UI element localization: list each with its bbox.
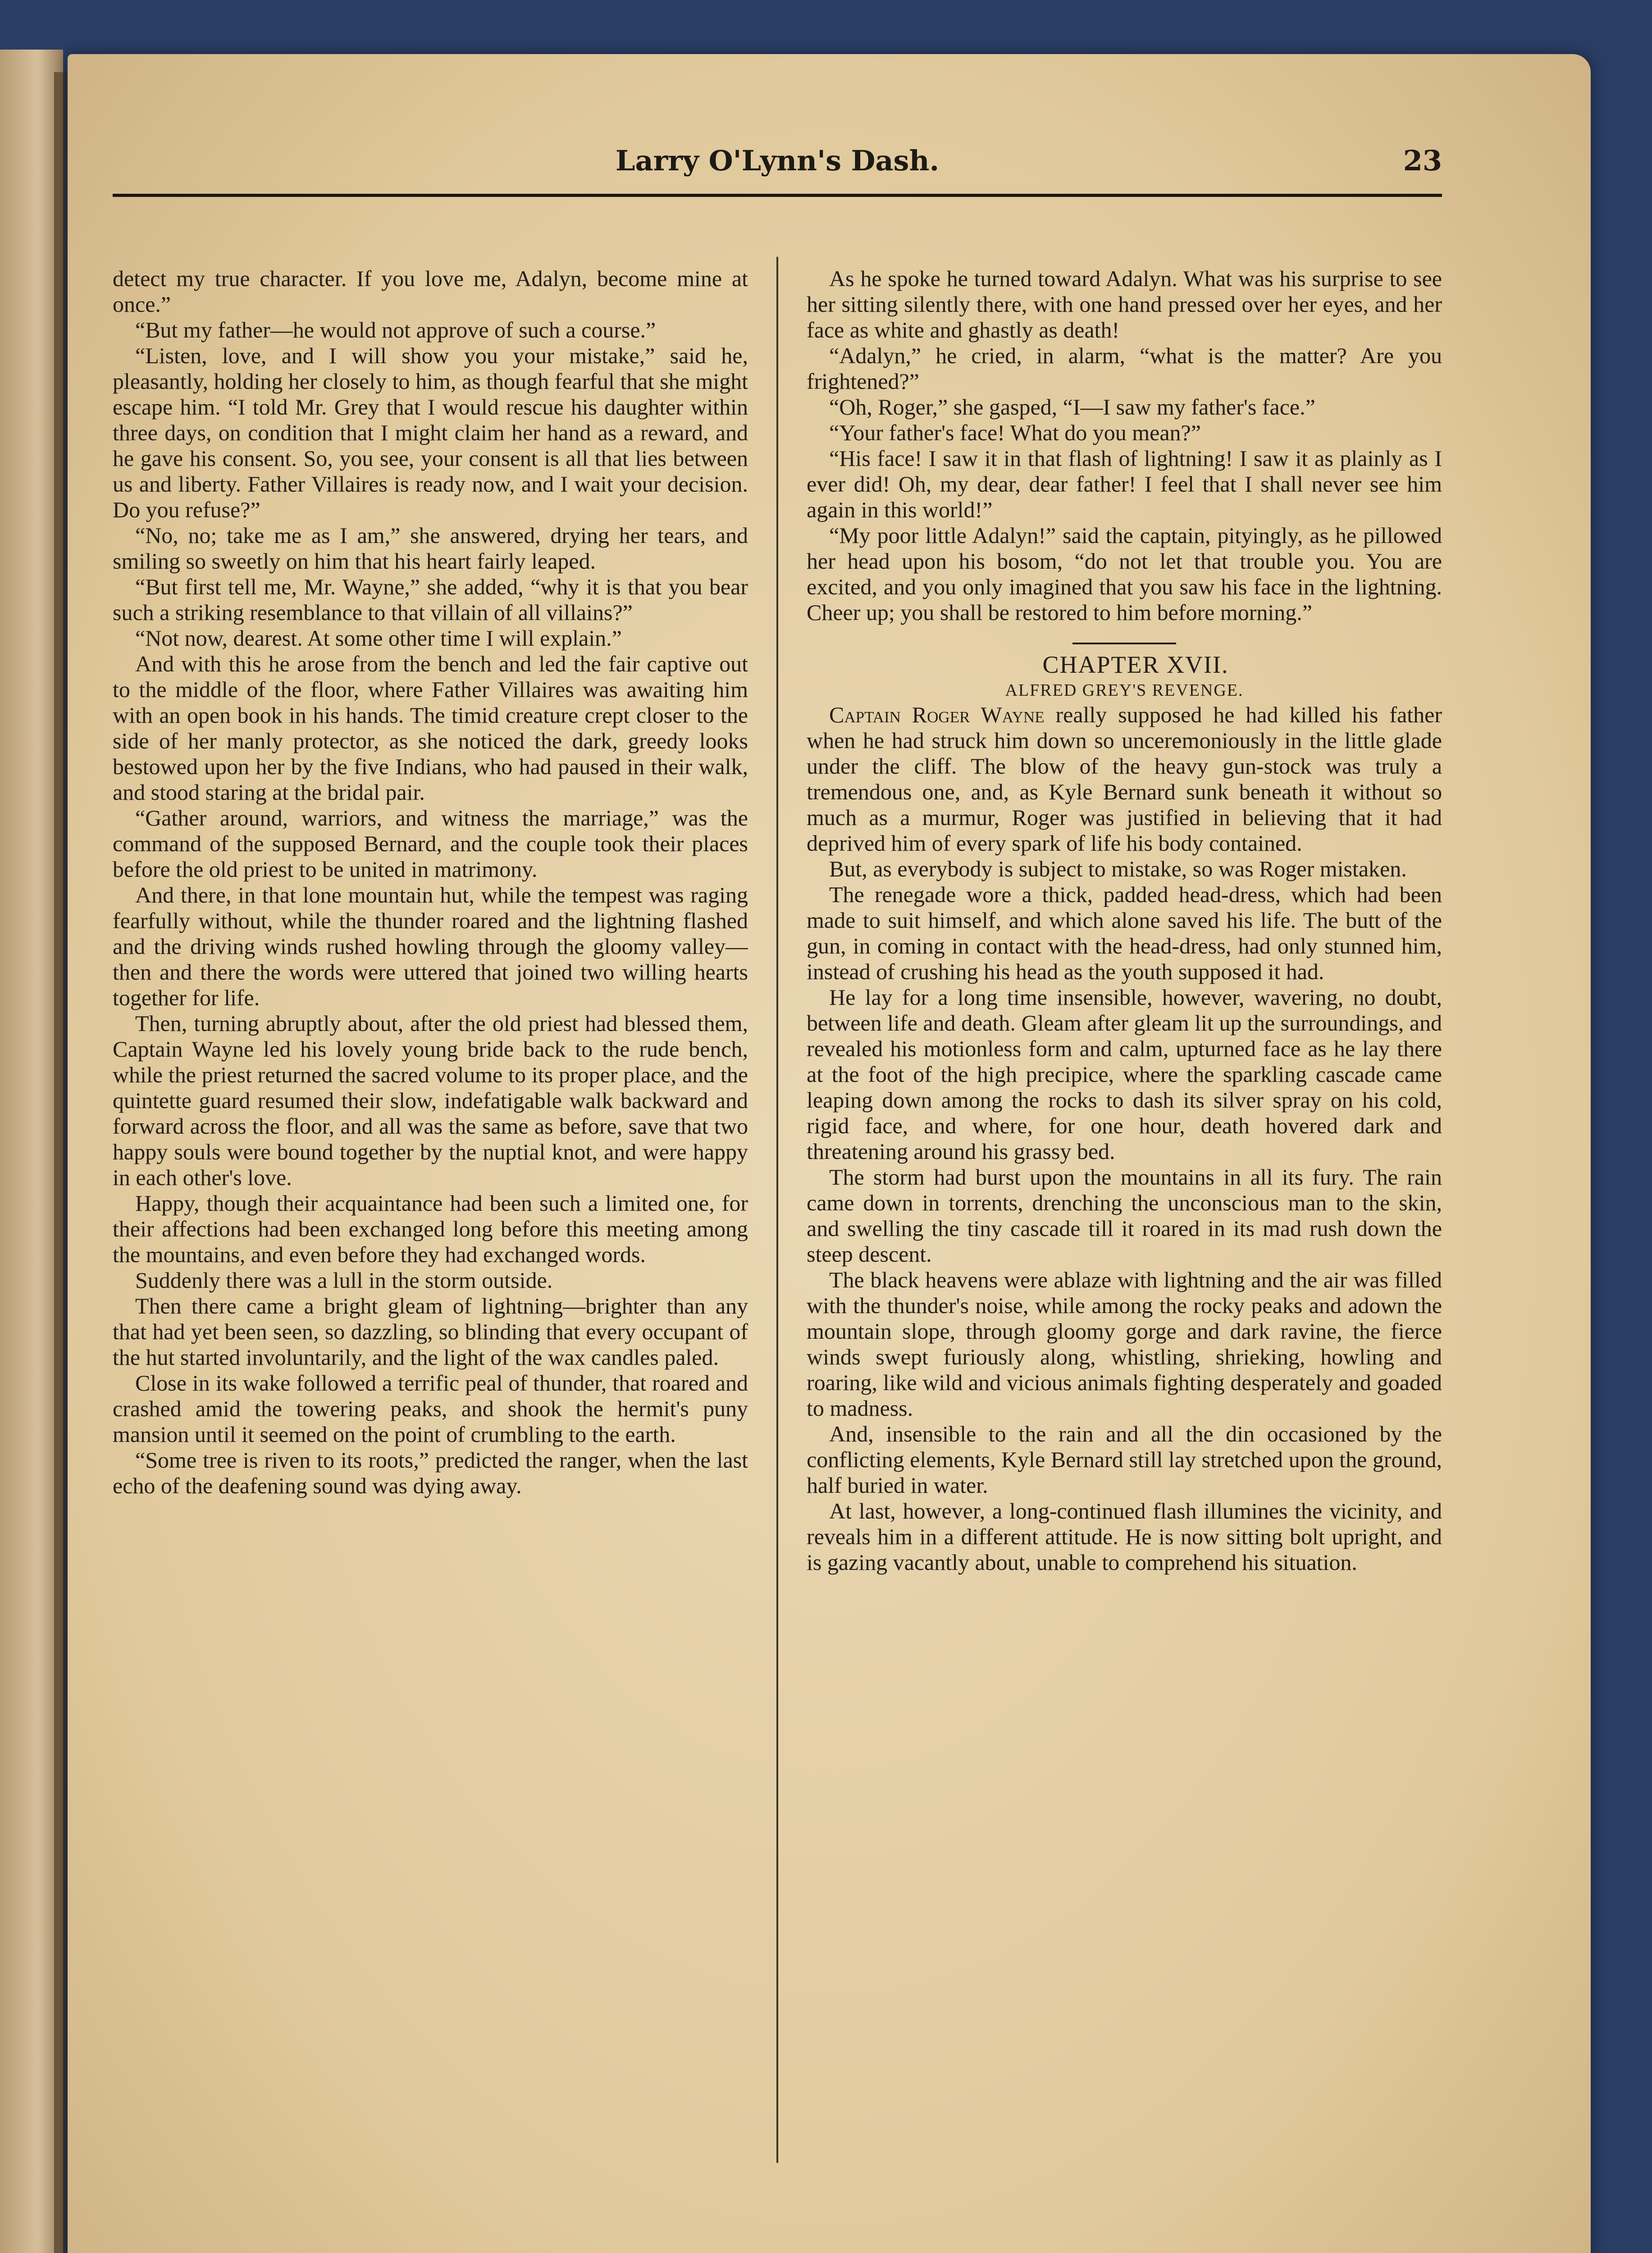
page-number: 23 <box>1403 144 1442 177</box>
paragraph: detect my true character. If you love me, Adalyn, become mine at once.” <box>113 266 748 317</box>
paragraph: Close in its wake followed a terrific peal of thunder, that roared and crashed amid the towering peaks, and shook the hermit's puny mansion until it seemed on the point of crumbling to the earth. <box>113 1370 748 1447</box>
paragraph: “But first tell me, Mr. Wayne,” she added, “why it is that you bear such a striking resemblance to that villain of all villains?” <box>113 574 748 625</box>
paragraph: He lay for a long time insensible, however, wavering, no doubt, between life and death. Gleam after gleam lit up the surroundings, and revealed his motionless form and calm, upturned face as he lay there at the foot of the high precipice, where the sparkling cascade came leaping down among the rocks to dash its silver spray on his cold, rigid face, and where, for one hour, death hovered dark and threatening around his grassy bed. <box>807 985 1442 1164</box>
chapter-title: CHAPTER XVII. <box>1042 651 1229 678</box>
chapter-lead-smallcaps: Captain Roger Wayne <box>829 702 1045 727</box>
running-title: Larry O'Lynn's Dash. <box>615 144 940 177</box>
left-page-edge <box>0 50 63 2253</box>
paragraph: Then, turning abruptly about, after the old priest had blessed them, Captain Wayne led his lovely young bride back to the rude bench, while the priest returned the sacred volume to its proper place, and the quintette guard resumed their slow, indefatigable walk backward and forward across the floor, and all was the same as before, save that two happy souls were bound together by the nuptial knot, and were happy in each other's love. <box>113 1011 748 1190</box>
paragraph: “Adalyn,” he cried, in alarm, “what is the matter? Are you frightened?” <box>807 343 1442 394</box>
chapter-divider <box>1072 643 1176 644</box>
paragraph: “Not now, dearest. At some other time I will explain.” <box>135 625 622 651</box>
paragraph: And, insensible to the rain and all the din occasioned by the conflicting elements, Kyle Bernard still lay stretched upon the ground, half buried in water. <box>807 1421 1442 1498</box>
paragraph: “But my father—he would not approve of such a course.” <box>135 317 656 342</box>
paragraph: “Oh, Roger,” she gasped, “I—I saw my father's face.” <box>829 394 1315 420</box>
paragraph: “Some tree is riven to its roots,” predicted the ranger, when the last echo of the deafening sound was dying away. <box>113 1447 748 1498</box>
paragraph: “His face! I saw it in that flash of lightning! I saw it as plainly as I ever did! Oh, my dear, dear father! I feel that I shall never see him again in this world!” <box>807 446 1442 522</box>
right-column <box>807 266 1442 2154</box>
paragraph: And there, in that lone mountain hut, while the tempest was raging fearfully without, while the thunder roared and the lightning flashed and the driving winds rushed howling through the gloomy valley—then and there the words were uttered that joined two willing hearts together for life. <box>113 882 748 1010</box>
chapter-subtitle: ALFRED GREY'S REVENGE. <box>1005 681 1244 700</box>
paragraph: The black heavens were ablaze with lightning and the air was filled with the thunder's noise, while among the rocky peaks and adown the mountain slope, through gloomy gorge and dark ravine, the fierce winds swept furiously along, whistling, shrieking, howling and roaring, like wild and vicious animals fighting desperately and goaded to madness. <box>807 1267 1442 1421</box>
paragraph: Suddenly there was a lull in the storm outside. <box>135 1268 553 1293</box>
paragraph: “Listen, love, and I will show you your mistake,” said he, pleasantly, holding her closely to him, as though fearful that she might escape him. “I told Mr. Grey that I would rescue his daughter within three days, on condition that I might claim her hand as a reward, and he gave his consent. So, you see, your consent is all that lies between us and liberty. Father Villaires is ready now, and I wait your decision. Do you refuse?” <box>113 343 748 522</box>
running-head <box>113 135 1442 197</box>
paragraph: As he spoke he turned toward Adalyn. What was his surprise to see her sitting silently there, with one hand pressed over her eyes, and her face as white and ghastly as death! <box>807 266 1442 342</box>
paragraph: But, as everybody is subject to mistake, so was Roger mistaken. <box>829 856 1407 881</box>
paragraph: “My poor little Adalyn!” said the captain, pityingly, as he pillowed her head upon his bosom, “do not let that trouble you. You are excited, and you only imagined that you saw his face in the lightning. Cheer up; you shall be restored to him before morning.” <box>807 523 1442 625</box>
chapter-opening-paragraph <box>807 702 1442 856</box>
paragraph: The renegade wore a thick, padded head-dress, which had been made to suit himself, and which alone saved his life. The butt of the gun, in coming in contact with the head-dress, had only stunned him, instead of crushing his head as the youth supposed it had. <box>807 882 1442 984</box>
paragraph: Then there came a bright gleam of lightning—brighter than any that had yet been seen, so dazzling, so blinding that every occupant of the hut started involuntarily, and the light of the wax candles paled. <box>113 1293 748 1370</box>
paragraph: “Gather around, warriors, and witness the marriage,” was the command of the supposed Bernard, and the couple took their places before the old priest to be united in matrimony. <box>113 805 748 882</box>
paragraph: Happy, though their acquaintance had been such a limited one, for their affections had been exchanged long before this meeting among the mountains, and even before they had exchanged words. <box>113 1190 748 1267</box>
paragraph: At last, however, a long-continued flash illumines the vicinity, and reveals him in a different attitude. He is now sitting bolt upright, and is gazing vacantly about, unable to comprehend his situation. <box>807 1498 1442 1575</box>
paragraph: “No, no; take me as I am,” she answered, drying her tears, and smiling so sweetly on him that his heart fairly leaped. <box>113 523 748 574</box>
left-column <box>113 266 748 2154</box>
chapter-lead-text: really supposed he had killed his father when he had struck him down so unceremoniously in the little glade under the cliff. The blow of the heavy gun-stock was truly a tremendous one, and, as Kyle Bernard sunk beneath it without so much as a murmur, Roger was justified in believing that it had deprived him of every spark of life his body contained. <box>807 702 1442 856</box>
column-divider <box>776 257 778 2163</box>
paragraph: And with this he arose from the bench and led the fair captive out to the middle of the floor, where Father Villaires was awaiting him with an open book in his hands. The timid creature crept closer to the side of her manly protector, as she noticed the dark, greedy looks bestowed upon her by the five Indians, who had paused in their walk, and stood staring at the bridal pair. <box>113 651 748 805</box>
paragraph: “Your father's face! What do you mean?” <box>829 420 1201 445</box>
paragraph: The storm had burst upon the mountains in all its fury. The rain came down in torrents, drenching the unconscious man to the skin, and swelling the tiny cascade till it roared in its mad rush down the steep descent. <box>807 1164 1442 1267</box>
